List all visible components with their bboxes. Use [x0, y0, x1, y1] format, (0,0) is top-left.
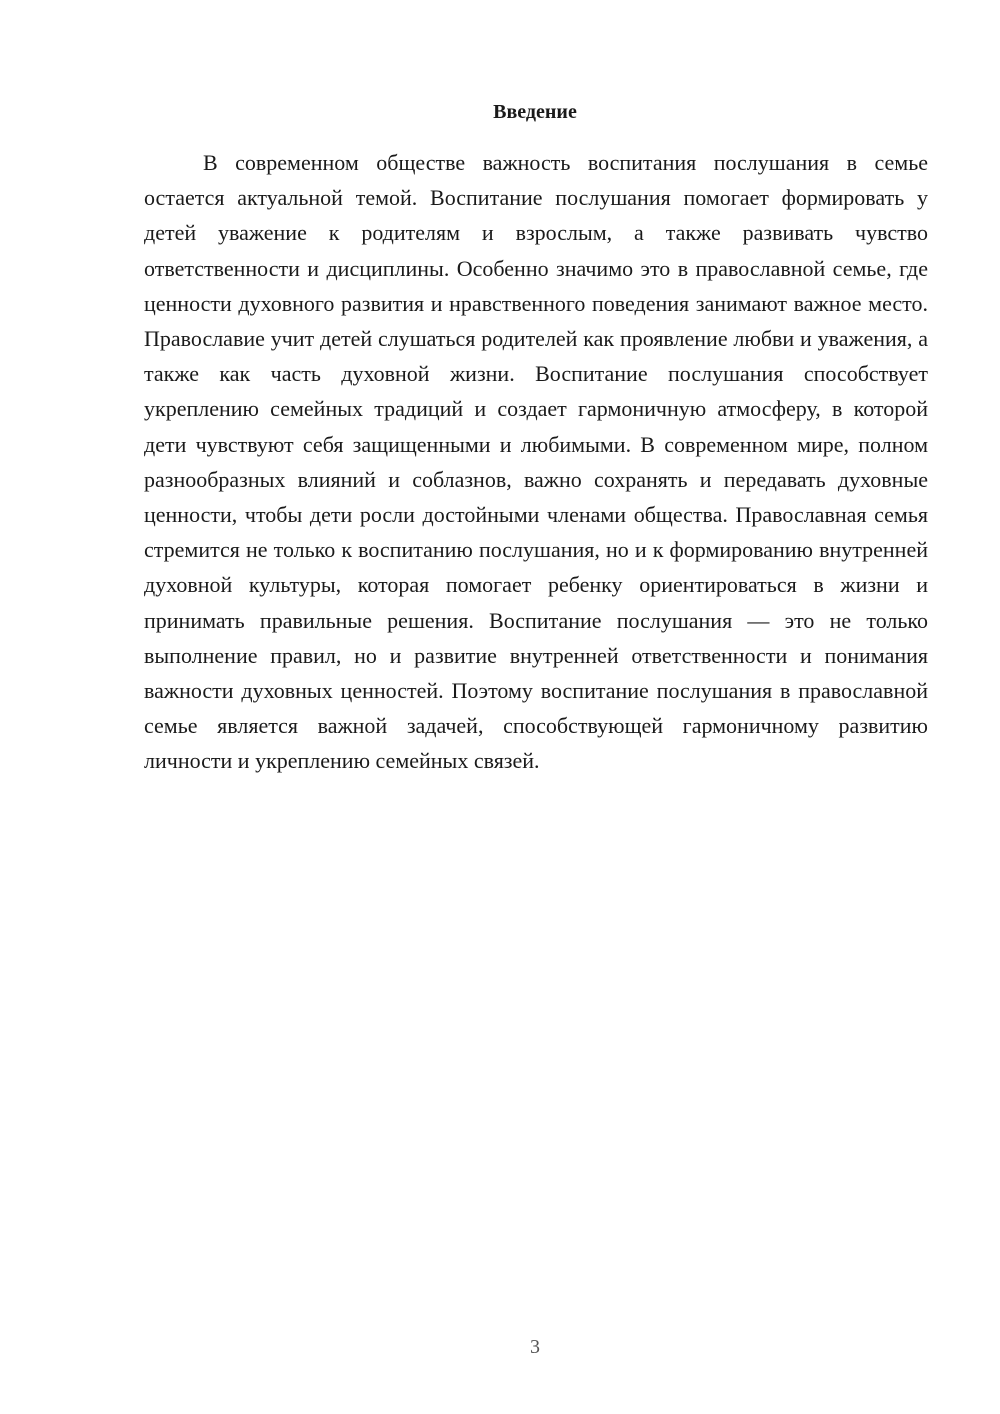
page-title: Введение — [493, 101, 577, 123]
intro-paragraph: В современном обществе важность воспитания послушания в семье остается актуальной темой. Воспитание послушания помогает формировать у детей уважение к родителям и взрослым, а также развивать чувство ответственности и дисциплины. Особенно значимо это в православной семье, где ценности духовного развития и нравственного поведения занимают важное место. Православие учит детей слушаться родителей как проявление любви и уважения, а также как часть духовной жизни. Воспитание послушания способствует укреплению семейных традиций и создает гармоничную атмосферу, в которой дети чувствуют себя защищенными и любимыми. В современном мире, полном разнообразных влияний и соблазнов, важно сохранять и передавать духовные ценности, чтобы дети росли достойными членами общества. Православная семья стремится не только к воспитанию послушания, но и к формированию внутренней духовной культуры, которая помогает ребенку ориентироваться в жизни и принимать правильные решения. Воспитание послушания — это не только выполнение правил, но и развитие внутренней ответственности и понимания важности духовных ценностей. Поэтому воспитание послушания в православной семье является важной задачей, способствующей гармоничному развитию личности и укреплению семейных связей. — [144, 150, 928, 774]
page-number: 3 — [530, 1336, 540, 1358]
